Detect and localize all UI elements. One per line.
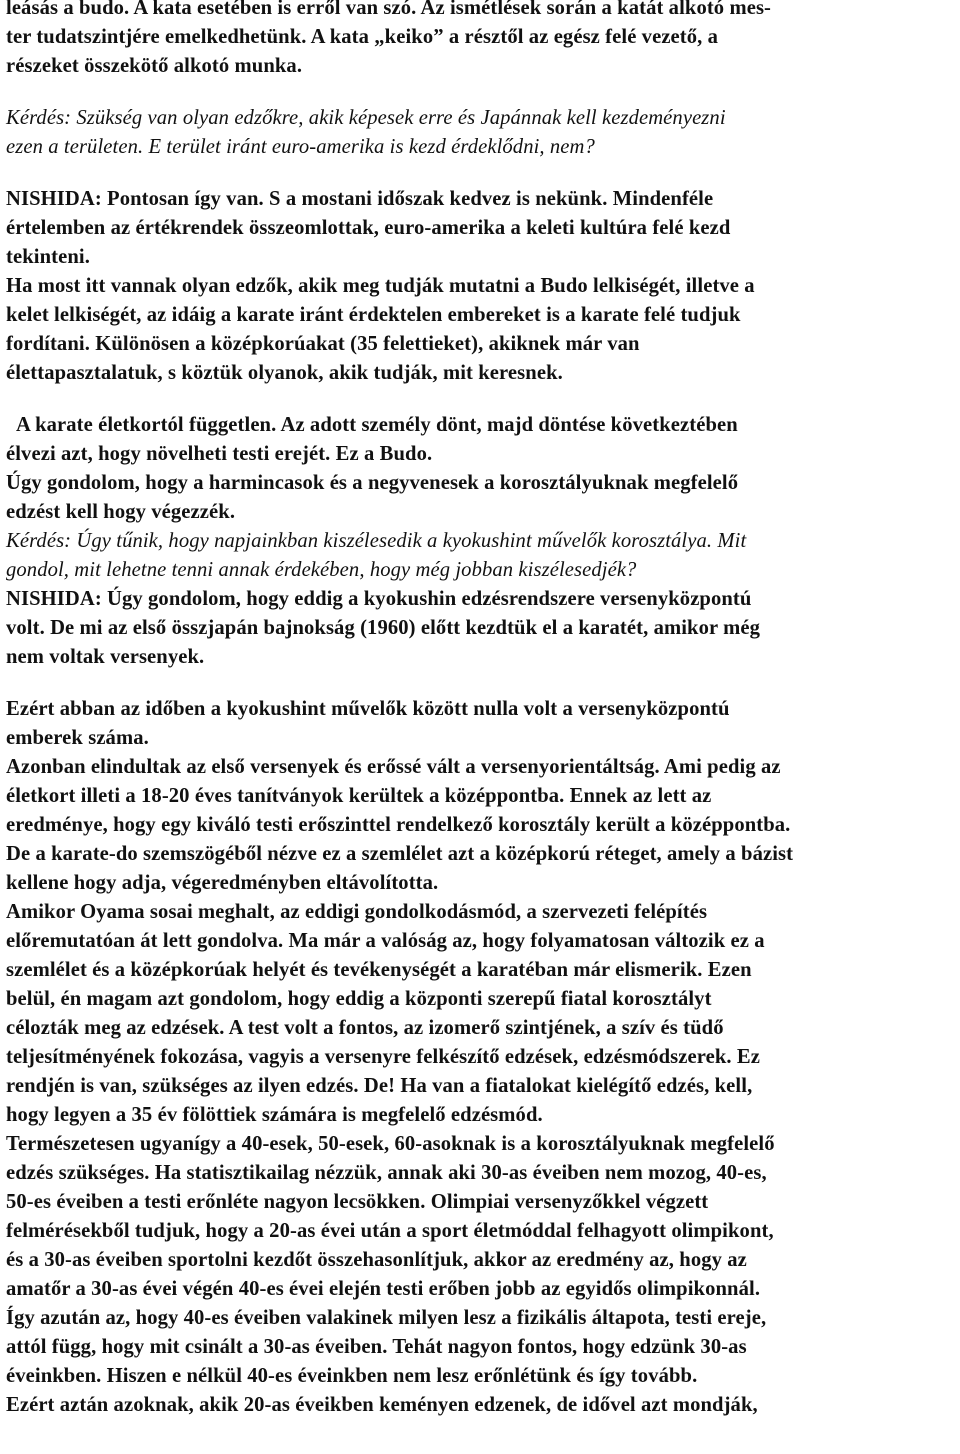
text-line: eredménye, hogy egy kiváló testi erőszinttel rendelkező korosztály került a középpontba. [6, 814, 791, 836]
text-line: A karate életkortól független. Az adott személy dönt, majd döntése következtében [16, 414, 738, 436]
text-line: 50-es éveiben a testi erőnléte nagyon lecsökken. Olimpiai versenyzőkkel végzett [6, 1191, 709, 1213]
text-line: volt. De mi az első összjapán bajnokság (1960) előtt kezdtük el a karatét, amikor még [6, 617, 761, 639]
text-line: és a 30-as éveiben sportolni kezdőt összehasonlítjuk, akkor az eredmény az, hogy az [6, 1249, 747, 1271]
text-line: felmérésekből tudjuk, hogy a 20-as évei után a sport életmóddal felhagyott olimpikont, [6, 1220, 774, 1242]
text-line: ter tudatszintjére emelkedhetünk. A kata „keiko” a résztől az egész felé vezető, a [6, 26, 719, 48]
text-line: belül, én magam azt gondolom, hogy eddig a központi szerepű fiatal korosztályt [6, 988, 712, 1010]
text-line: szemlélet és a középkorúak helyét és tevékenységét a karatéban már elismerik. Ezen [6, 959, 752, 981]
answer-4 [6, 695, 960, 1420]
question-line: Kérdés: Szükség van olyan edzőkre, akik képesek erre és Japánnak kell kezdeményezni [6, 107, 726, 129]
question-line: Kérdés: Úgy tűnik, hogy napjainkban kiszélesedik a kyokushint művelők korosztálya. Mit [6, 530, 747, 552]
text-line: részeket összekötő alkotó munka. [6, 55, 303, 77]
paragraph-gap [6, 388, 960, 411]
text-line: nem voltak versenyek. [6, 646, 205, 668]
text-line: élettapasztalatuk, s köztük olyanok, akik tudják, mit keresnek. [6, 362, 563, 384]
text-line: éveinkben. Hiszen e nélkül 40-es éveinkben nem lesz erőnlétünk és így tovább. [6, 1365, 698, 1387]
text-line: Azonban elindultak az első versenyek és erőssé vált a versenyorientáltság. Ami pedig az [6, 756, 781, 778]
text-line: Ha most itt vannak olyan edzők, akik meg tudják mutatni a Budo lelkiségét, illetve a [6, 275, 755, 297]
paragraph-intro [6, 0, 960, 81]
answer-3 [6, 585, 960, 672]
text-line: leásás a budo. A kata esetében is erről van szó. Az ismétlések során a katát alkotó mes- [6, 0, 772, 19]
text-line: amatőr a 30-as évei végén 40-es évei elején testi erőben jobb az egyidős olimpikonnál. [6, 1278, 761, 1300]
question-1 [6, 104, 960, 162]
question-line: ezen a területen. E terület iránt euro-amerika is kezd érdeklődni, nem? [6, 136, 595, 158]
text-line: Ezért aztán azoknak, akik 20-as éveikben keményen edzenek, de idővel azt mondják, [6, 1394, 758, 1416]
text-line: hogy legyen a 35 év fölöttiek számára is megfelelő edzésmód. [6, 1104, 543, 1126]
text-line: NISHIDA: Úgy gondolom, hogy eddig a kyokushin edzésrendszere versenyközpontú [6, 588, 752, 610]
text-line: teljesítményének fokozása, vagyis a versenyre felkészítő edzések, edzésmódszerek. Ez [6, 1046, 760, 1068]
text-line: Természetesen ugyanígy a 40-esek, 50-esek, 60-asoknak is a korosztályuknak megfelelő [6, 1133, 775, 1155]
paragraph-gap [6, 672, 960, 695]
question-line: gondol, mit lehetne tenni annak érdekében, hogy még jobban kiszélesedjék? [6, 559, 637, 581]
paragraph-gap [6, 81, 960, 104]
text-line: értelemben az értékrendek összeomlottak, euro-amerika a keleti kultúra felé kezd [6, 217, 731, 239]
text-line: Amikor Oyama sosai meghalt, az eddigi gondolkodásmód, a szervezeti felépítés [6, 901, 708, 923]
text-line: élvezi azt, hogy növelheti testi erejét. Ez a Budo. [6, 443, 433, 465]
text-line: fordítani. Különösen a középkorúakat (35 felettieket), akiknek már van [6, 333, 640, 355]
text-line: NISHIDA: Pontosan így van. S a mostani időszak kedvez is nekünk. Mindenféle [6, 188, 714, 210]
question-2 [6, 527, 960, 585]
paragraph-gap [6, 162, 960, 185]
text-line: attól függ, hogy mit csinált a 30-as éveiben. Tehát nagyon fontos, hogy edzünk 30-as [6, 1336, 747, 1358]
text-line: kellene hogy adja, végeredményben eltávolította. [6, 872, 439, 894]
text-line: De a karate-do szemszögéből nézve ez a szemlélet azt a középkorú réteget, amely a bázist [6, 843, 794, 865]
text-line: Így azután az, hogy 40-es éveiben valakinek milyen lesz a fizikális áltapota, testi ereje, [6, 1307, 767, 1329]
text-line: kelet lelkiségét, az idáig a karate iránt érdektelen embereket is a karate felé tudjuk [6, 304, 741, 326]
text-line: Ezért abban az időben a kyokushint művelők között nulla volt a versenyközpontú [6, 698, 730, 720]
answer-1 [6, 185, 960, 388]
text-line: Úgy gondolom, hogy a harmincasok és a negyvenesek a korosztályuknak megfelelő [6, 472, 739, 494]
text-line: előremutatóan át lett gondolva. Ma már a valóság az, hogy folyamatosan változik ez a [6, 930, 765, 952]
answer-2 [6, 411, 960, 527]
text-line: rendjén is van, szükséges az ilyen edzés. De! Ha van a fiatalokat kielégítő edzés, kell, [6, 1075, 753, 1097]
text-line: tekinteni. [6, 246, 90, 268]
text-line: emberek száma. [6, 727, 149, 749]
text-line: életkort illeti a 18-20 éves tanítványok kerültek a középpontba. Ennek az lett az [6, 785, 712, 807]
text-line: edzés szükséges. Ha statisztikailag nézzük, annak aki 30-as éveiben nem mozog, 40-es, [6, 1162, 767, 1184]
text-line: célozták meg az edzések. A test volt a fontos, az izomerő szintjének, a szív és tüdő [6, 1017, 724, 1039]
text-line: edzést kell hogy végezzék. [6, 501, 236, 523]
